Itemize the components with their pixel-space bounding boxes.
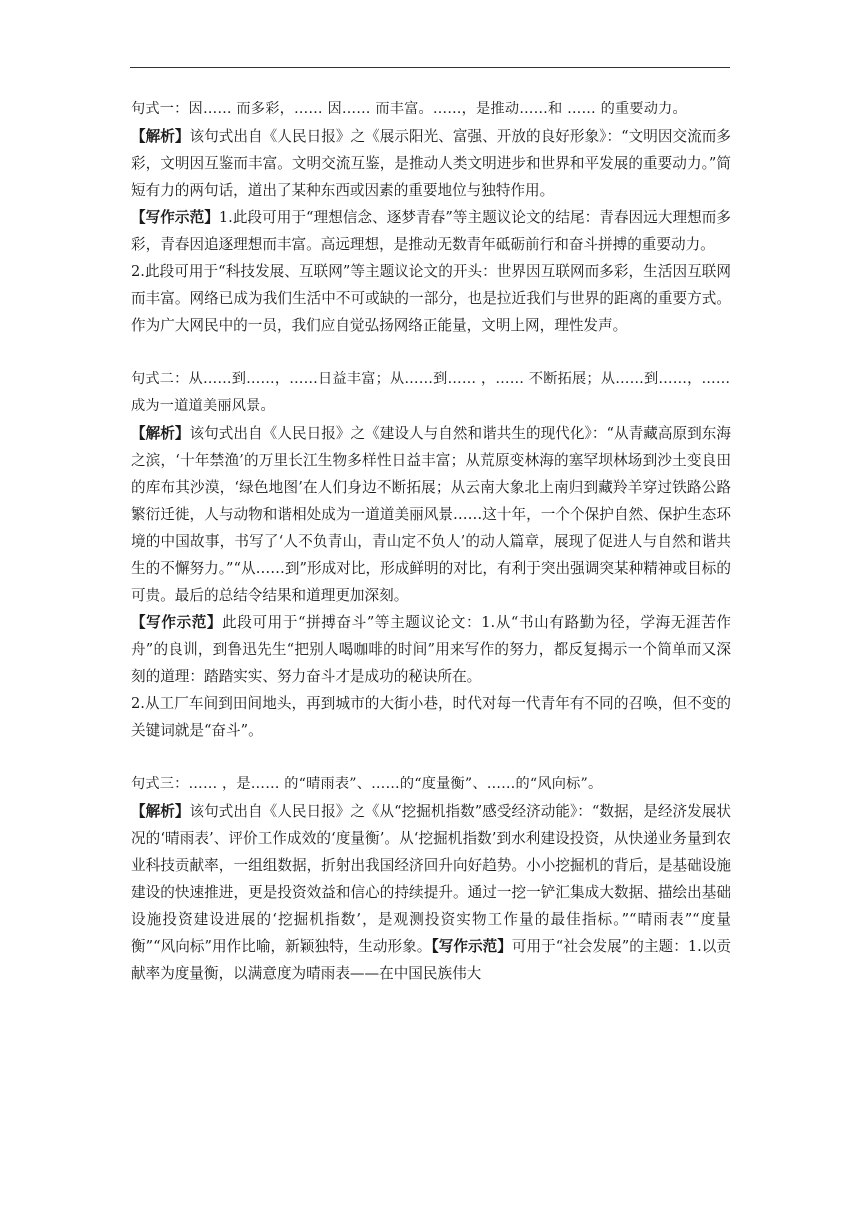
example-text: 1.此段可用于“理想信念、逐梦青春”等主题议论文的结尾：青春因远大理想而多彩，青春因追逐理想而丰富。高远理想，是推动无数青年砥砺前行和奋斗拼搏的重要动力。: [131, 209, 731, 253]
example-paragraph: [131, 204, 731, 258]
analysis-tag: 【解析】: [131, 128, 190, 145]
example-text: 可用于“社会发展”的主题：1.以贡献率为度量衡，以满意度为晴雨表——在中国民族伟大: [131, 938, 732, 982]
section-heading: 句式一：因…… 而多彩，…… 因…… 而丰富。……，是推动……和 …… 的重要动力。: [131, 101, 687, 117]
document-body: [131, 96, 731, 987]
header-rule: [130, 67, 730, 68]
example-text: 此段可用于“拼搏奋斗”等主题议论文：1.从“书山有路勤为径，学海无涯苦作舟”的良训，到鲁迅先生“把别人喝咖啡的时间”用来写作的努力，都反复揭示一个简单而又深刻的道理：踏踏实实、努力奋斗才是成功的秘诀所在。: [131, 614, 731, 685]
analysis-text: 该句式出自《人民日报》之《展示阳光、富强、开放的良好形象》：“文明因交流而多彩，文明因互鉴而丰富。文明交流互鉴，是推动人类文明进步和世界和平发展的重要动力。”简短有力的两句话，道出了某种东西或因素的重要地位与独特作用。: [131, 128, 731, 199]
analysis-tag: 【解析】: [131, 803, 190, 820]
section-heading: 句式三：…… ，是…… 的“晴雨表”、……的“度量衡”、……的“风向标”。: [131, 776, 603, 792]
section-heading: 句式二：从……到……，……日益丰富；从……到…… ，…… 不断拓展；从……到……，……成为一道道美丽风景。: [131, 371, 731, 414]
example-tag: 【写作示范】: [131, 614, 223, 631]
section-2: [131, 366, 731, 744]
example-paragraph: [131, 609, 731, 690]
analysis-text: 该句式出自《人民日报》之《从“挖掘机指数”感受经济动能》：“数据，是经济发展状况的‘晴雨表’、评价工作成效的‘度量衡’。从‘挖掘机指数’到水利建设投资，从快递业务量到农业科技贡献率，一组组数据，折射出我国经济回升向好趋势。小小挖掘机的背后，是基础设施建设的快速推进，更是投资效益和信心的持续提升。通过一挖一铲汇集成大数据、描绘出基础设施投资建设进展的‘挖掘机指数’，是观测投资实物工作量的最佳指标。”“晴雨表”“度量衡”“风向标”用作比喻，新颖独特，生动形象。: [131, 803, 731, 955]
analysis-paragraph: [131, 798, 731, 987]
analysis-paragraph: [131, 123, 731, 204]
analysis-tag: 【解析】: [131, 425, 190, 442]
example-tag: 【写作示范】: [131, 209, 219, 226]
example-paragraph: [131, 258, 731, 339]
section-1: [131, 96, 731, 339]
section-3: [131, 771, 731, 987]
analysis-paragraph: [131, 420, 731, 609]
example-tag: 【写作示范】: [431, 938, 512, 955]
example-text: 2.此段可用于“科技发展、互联网”等主题议论文的开头：世界因互联网而多彩，生活因互联网而丰富。网络已成为我们生活中不可或缺的一部分，也是拉近我们与世界的距离的重要方式。作为广大网民中的一员，我们应自觉弘扬网络正能量，文明上网，理性发声。: [131, 263, 731, 334]
example-text: 2.从工厂车间到田间地头，再到城市的大街小巷，时代对每一代青年有不同的召唤，但不变的关键词就是“奋斗”。: [131, 695, 731, 739]
example-paragraph: [131, 690, 731, 744]
analysis-text: 该句式出自《人民日报》之《建设人与自然和谐共生的现代化》：“从青藏高原到东海之滨，‘十年禁渔’的万里长江生物多样性日益丰富；从荒原变林海的塞罕坝林场到沙土变良田的库布其沙漠，‘绿色地图’在人们身边不断拓展；从云南大象北上南归到藏羚羊穿过铁路公路繁衍迁徙，人与动物和谐相处成为一道道美丽风景……这十年，一个个保护自然、保护生态环境的中国故事，书写了‘人不负青山，青山定不负人’的动人篇章，展现了促进人与自然和谐共生的不懈努力。”“从……到”形成对比，形成鲜明的对比，有利于突出强调突某种精神或目标的可贵。最后的总结令结果和道理更加深刻。: [131, 425, 731, 604]
